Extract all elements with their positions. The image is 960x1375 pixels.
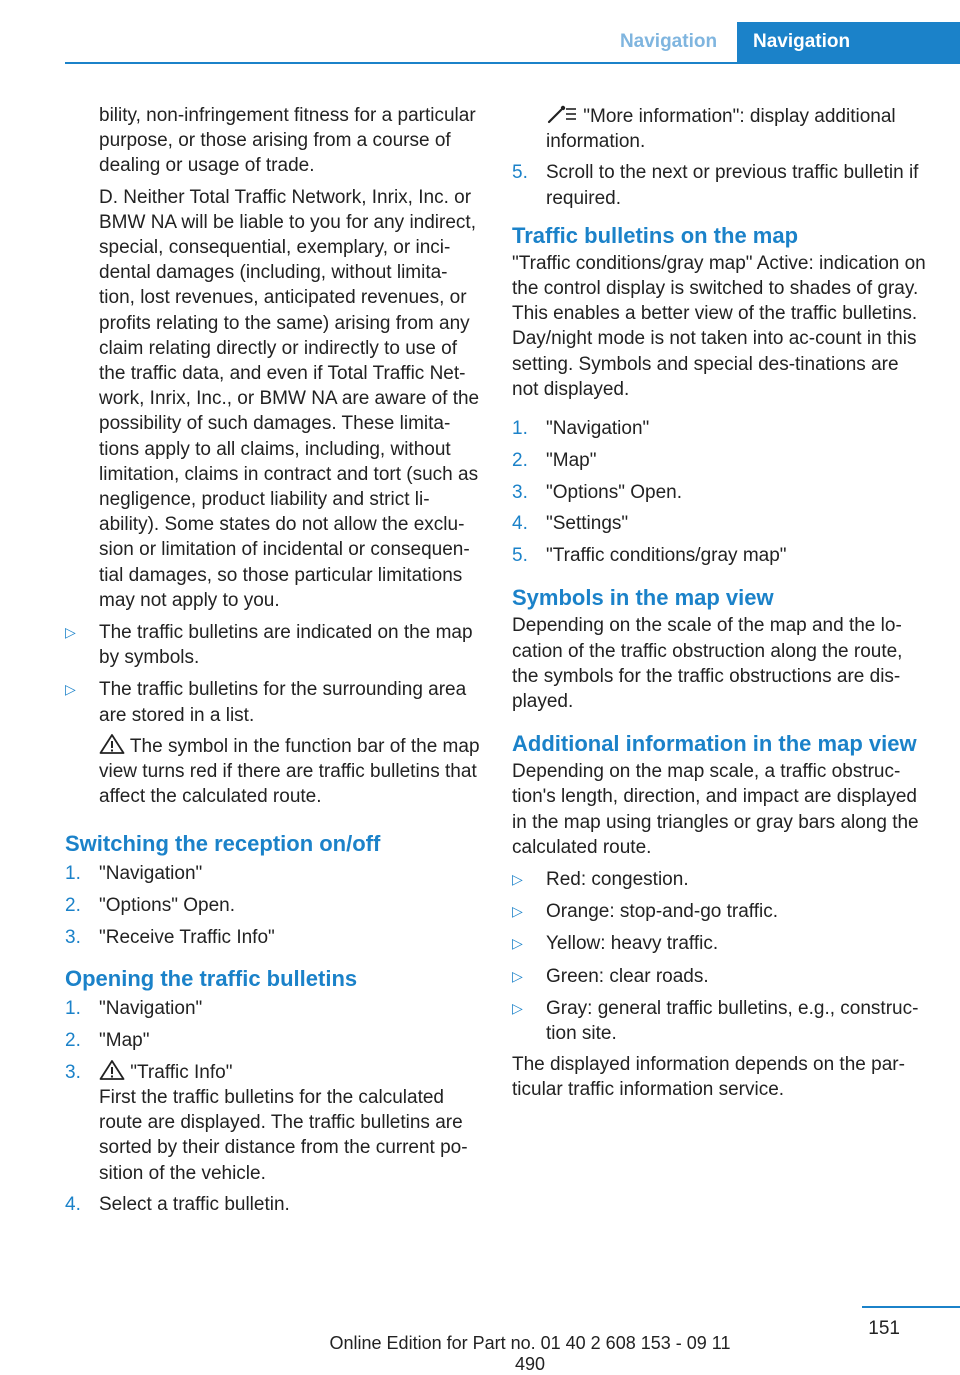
steps-list bbox=[65, 861, 482, 950]
step-number: 4. bbox=[512, 513, 528, 535]
paragraph: Depending on the map scale, a traffic obstruc-tion's length, direction, and impact are displayed in the map using triangles or gray bars along the calculated route. bbox=[512, 761, 919, 858]
paragraph: The displayed information depends on the par-ticular traffic information service. bbox=[512, 1054, 905, 1101]
list-item bbox=[512, 543, 930, 568]
bullet-text: The traffic bulletins are indicated on the map by symbols. bbox=[99, 622, 473, 669]
step-text bbox=[99, 1060, 482, 1186]
step-number: 1. bbox=[65, 863, 81, 885]
bullet-item bbox=[65, 677, 482, 727]
more-info-line bbox=[512, 103, 930, 154]
list-item bbox=[65, 996, 482, 1021]
left-column bbox=[65, 103, 482, 1224]
step-number: 5. bbox=[512, 162, 528, 184]
page-number: 151 bbox=[868, 1318, 900, 1339]
list-item bbox=[512, 480, 930, 505]
step-number: 1. bbox=[512, 418, 528, 440]
edition-note: Online Edition for Part no. 01 40 2 608 153 - 09 11 490 bbox=[329, 1333, 731, 1374]
list-item bbox=[65, 1028, 482, 1053]
step-text: Select a traffic bulletin. bbox=[99, 1194, 290, 1216]
list-item bbox=[512, 511, 930, 536]
section-heading: Symbols in the map view bbox=[512, 585, 774, 611]
step-number: 3. bbox=[512, 481, 528, 503]
triangle-bullet-icon: ▷ bbox=[512, 903, 523, 920]
section-heading: Opening the traffic bulletins bbox=[65, 966, 358, 992]
header-section-label: Navigation bbox=[619, 31, 718, 52]
bullet-item bbox=[512, 899, 930, 924]
list-item bbox=[512, 416, 930, 441]
step-text: "Map" bbox=[99, 1030, 150, 1052]
triangle-bullet-icon: ▷ bbox=[512, 967, 523, 984]
step-text: "Options" Open. bbox=[99, 895, 236, 917]
step-text: "Options" Open. bbox=[546, 481, 683, 503]
bullet-item bbox=[512, 931, 930, 956]
step-text: "Navigation" bbox=[99, 998, 203, 1020]
bullet-text: Orange: stop-and-go traffic. bbox=[546, 901, 778, 923]
bullet-item bbox=[512, 964, 930, 989]
step-number: 2. bbox=[512, 449, 528, 471]
step-text: "Navigation" bbox=[99, 863, 203, 885]
more-info-text: "More information": display additional information. bbox=[546, 106, 896, 153]
right-column bbox=[512, 103, 930, 1103]
header-rule bbox=[65, 62, 960, 64]
triangle-bullet-icon: ▷ bbox=[65, 624, 76, 641]
bullet-text: Yellow: heavy traffic. bbox=[546, 933, 719, 955]
triangle-bullet-icon: ▷ bbox=[512, 935, 523, 952]
list-item bbox=[512, 448, 930, 473]
step-text: "Navigation" bbox=[546, 418, 650, 440]
bullet-text: Gray: general traffic bulletins, e.g., construc-tion site. bbox=[546, 997, 919, 1045]
traffic-warning-icon bbox=[99, 1060, 125, 1080]
header-chapter-tab: Navigation bbox=[737, 22, 960, 62]
step-label: "Traffic Info" bbox=[125, 1061, 233, 1083]
step-text: "Settings" bbox=[546, 513, 629, 535]
traffic-warning-icon bbox=[99, 734, 125, 754]
step-number: 3. bbox=[65, 1061, 81, 1083]
bullet-text: The traffic bulletins for the surrounding area are stored in a list. bbox=[99, 679, 467, 726]
list-item bbox=[65, 861, 482, 886]
paragraph: Depending on the scale of the map and the lo-cation of the traffic obstruction along the route, the symbols for the traffic obstructions are dis-played. bbox=[512, 615, 903, 713]
triangle-bullet-icon: ▷ bbox=[512, 999, 523, 1016]
step-text: "Traffic conditions/gray map" bbox=[546, 545, 787, 567]
step-text: Scroll to the next or previous traffic bulletin if required. bbox=[546, 162, 919, 209]
list-item bbox=[65, 925, 482, 950]
bullet-item bbox=[512, 867, 930, 892]
step-number: 5. bbox=[512, 545, 528, 567]
paragraph: bility, non-infringement fitness for a particular purpose, or those arising from a course of dealing or usage of trade. bbox=[99, 105, 476, 177]
section-heading: Switching the reception on/off bbox=[65, 831, 381, 857]
list-item bbox=[512, 160, 930, 210]
step-number: 4. bbox=[65, 1194, 81, 1216]
step-number: 2. bbox=[65, 895, 81, 917]
steps-list bbox=[65, 996, 482, 1217]
symbol-note-text: The symbol in the function bar of the map view turns red if there are traffic bulletins that affect the calculated route. bbox=[99, 735, 480, 808]
step-number: 2. bbox=[65, 1030, 81, 1052]
section-heading: Traffic bulletins on the map bbox=[512, 222, 799, 248]
footer-rule bbox=[862, 1306, 960, 1308]
list-item bbox=[65, 1060, 482, 1186]
symbol-note bbox=[65, 734, 482, 810]
step-text: "Receive Traffic Info" bbox=[99, 927, 275, 949]
section-heading: Additional information in the map view bbox=[512, 731, 917, 757]
step-text: "Map" bbox=[546, 449, 597, 471]
step-number: 3. bbox=[65, 927, 81, 949]
triangle-bullet-icon: ▷ bbox=[512, 871, 523, 888]
bullet-item bbox=[65, 620, 482, 670]
list-item bbox=[65, 893, 482, 918]
paragraph: "Traffic conditions/gray map" Active: indication on the control display is switched to shades of gray. This enables a better view of the traffic bulletins. Day/night mode is not taken into ac-count in this setting. Symbols and special des-tinations are not displayed. bbox=[512, 252, 926, 400]
bullet-text: Green: clear roads. bbox=[546, 965, 709, 987]
step-detail: First the traffic bulletins for the calculated route are displayed. The traffic bulletins are sorted by their distance from the current po-sition of the vehicle. bbox=[99, 1087, 468, 1184]
more-information-icon bbox=[546, 103, 578, 125]
bullet-item bbox=[512, 996, 930, 1046]
triangle-bullet-icon: ▷ bbox=[65, 681, 76, 698]
bullet-text: Red: congestion. bbox=[546, 869, 689, 891]
paragraph: D. Neither Total Traffic Network, Inrix, Inc. or BMW NA will be liable to you for any indirect, special, consequential, exemplary, or inci-dental damages (including, without limita-tion, lost revenues, anticipated revenues, or profits relating to the same) arising from any claim relating directly or indirectly to use of the traffic data, and even if Total Traffic Net-work, Inrix, Inc., or BMW NA are aware of the possibility of such damages. These limita-tions apply to all claims, including, without limitation, claims in contract and tort (such as negligence, product liability and strict li-ability). Some states do not allow the exclu-sion or limitation of incidental or consequen-tial damages, so those particular limitations may not apply to you. bbox=[99, 186, 480, 611]
steps-list bbox=[512, 416, 930, 568]
list-item bbox=[65, 1192, 482, 1217]
step-number: 1. bbox=[65, 998, 81, 1020]
